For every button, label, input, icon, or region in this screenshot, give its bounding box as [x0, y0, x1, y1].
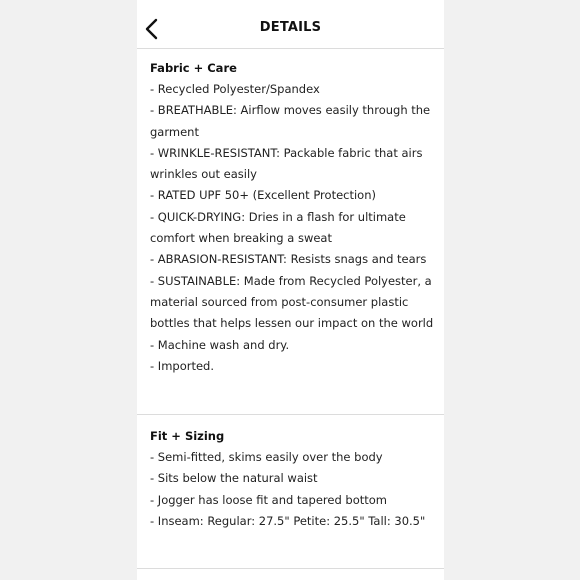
- detail-line: - Imported.: [150, 358, 215, 373]
- detail-line: wrinkles out easily: [150, 167, 257, 182]
- detail-line: - SUSTAINABLE: Made from Recycled Polyester, a: [150, 273, 432, 288]
- detail-line: bottles that helps lessen our impact on the world: [150, 316, 434, 331]
- fabric-care-section: [137, 48, 444, 377]
- detail-line: - ABRASION-RESISTANT: Resists snags and tears: [150, 252, 427, 267]
- detail-line: - WRINKLE-RESISTANT: Packable fabric that airs: [150, 145, 423, 160]
- detail-line: - Inseam: Regular: 27.5" Petite: 25.5" Tall: 30.5": [150, 513, 426, 528]
- detail-line: comfort when breaking a sweat: [150, 231, 332, 246]
- detail-line: - RATED UPF 50+ (Excellent Protection): [150, 188, 376, 203]
- detail-line: - BREATHABLE: Airflow moves easily through the: [150, 103, 431, 118]
- detail-line: - Machine wash and dry.: [150, 337, 290, 352]
- fit-sizing-section: [137, 416, 444, 532]
- detail-line: - Semi-fitted, skims easily over the body: [150, 450, 383, 464]
- section-divider: [137, 568, 444, 569]
- details-screen: [137, 0, 444, 580]
- section-title: Fabric + Care: [150, 61, 237, 75]
- detail-line: - Jogger has loose fit and tapered bottom: [150, 492, 387, 507]
- nav-bar: [137, 0, 444, 49]
- page-title: DETAILS: [259, 20, 322, 35]
- detail-line: - Recycled Polyester/Spandex: [150, 82, 320, 96]
- detail-line: - QUICK-DRYING: Dries in a flash for ultimate: [150, 209, 406, 224]
- section-divider: [137, 414, 444, 415]
- detail-line: material sourced from post-consumer plastic: [150, 294, 409, 309]
- detail-line: garment: [150, 124, 199, 139]
- section-title: Fit + Sizing: [150, 429, 225, 443]
- detail-line: - Sits below the natural waist: [150, 471, 318, 486]
